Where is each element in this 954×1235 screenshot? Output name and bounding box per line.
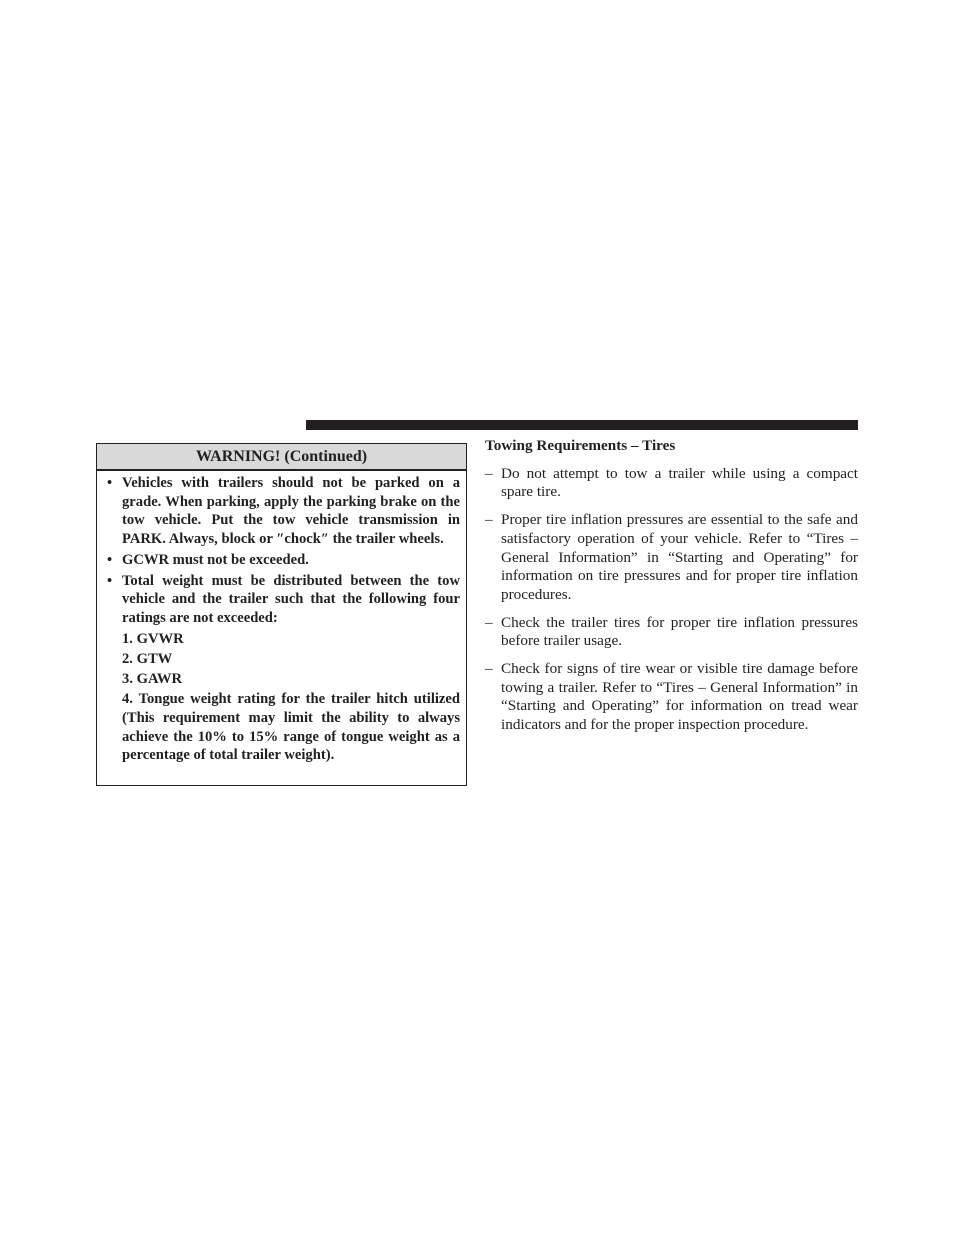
rating-item-gawr: 3. GAWR (122, 671, 182, 688)
warning-bullet-item (105, 551, 460, 570)
section-heading: Towing Requirements – Tires (485, 437, 676, 454)
tires-section (485, 437, 858, 744)
warning-body (97, 471, 466, 765)
warning-box (96, 443, 467, 786)
dash-icon: – (485, 613, 493, 631)
bullet-icon: • (107, 572, 113, 589)
dash-icon: – (485, 660, 493, 678)
rating-item-gtw: 2. GTW (122, 650, 173, 667)
tire-requirement-item (485, 614, 858, 651)
rating-item-gvwr: 1. GVWR (122, 630, 184, 647)
warning-bullet-text: Vehicles with trailers should not be parked on a grade. When parking, apply the parking brake on the tow vehicle. Put the tow vehicle transmission in PARK. Always, block or ″chock″ the trailer wheels. (122, 475, 460, 548)
warning-bullet-item (105, 572, 460, 628)
dash-icon: – (485, 464, 493, 482)
bullet-icon: • (107, 551, 113, 568)
section-header-bar (306, 420, 858, 430)
tire-requirement-item (485, 511, 858, 605)
tire-requirement-text: Do not attempt to tow a trailer while using a compact spare tire. (501, 464, 858, 501)
warning-bullet-item (105, 474, 460, 549)
tire-requirement-text: Proper tire inflation pressures are essential to the safe and satisfactory operation of your vehicle. Refer to “Tires – General Information” in “Starting and Operating” for information on tire pressures and for proper tire inflation procedures. (501, 511, 858, 603)
bullet-icon: • (107, 475, 113, 491)
warning-bullet-text: Total weight must be distributed between the tow vehicle and the trailer such that the following four ratings are not exceeded: (122, 572, 460, 626)
tire-requirement-item (485, 660, 858, 735)
dash-icon: – (485, 511, 493, 529)
rating-item-tongue-weight: 4. Tongue weight rating for the trailer hitch utilized (This requirement may limit the ability to always achieve the 10% to 15% range of tongue weight as a percentage of total trailer weight). (122, 691, 460, 764)
tire-requirement-item (485, 465, 858, 502)
warning-header: WARNING! (Continued) (97, 444, 466, 471)
tire-requirement-text: Check for signs of tire wear or visible tire damage before towing a trailer. Refer to “Tires – General Information” in “Starting and Operating” for information on tread wear indicators and for the proper inspection procedure. (501, 660, 858, 734)
warning-bullet-text: GCWR must not be exceeded. (122, 551, 309, 568)
tire-requirement-text: Check the trailer tires for proper tire inflation pressures before trailer usage. (501, 613, 858, 650)
